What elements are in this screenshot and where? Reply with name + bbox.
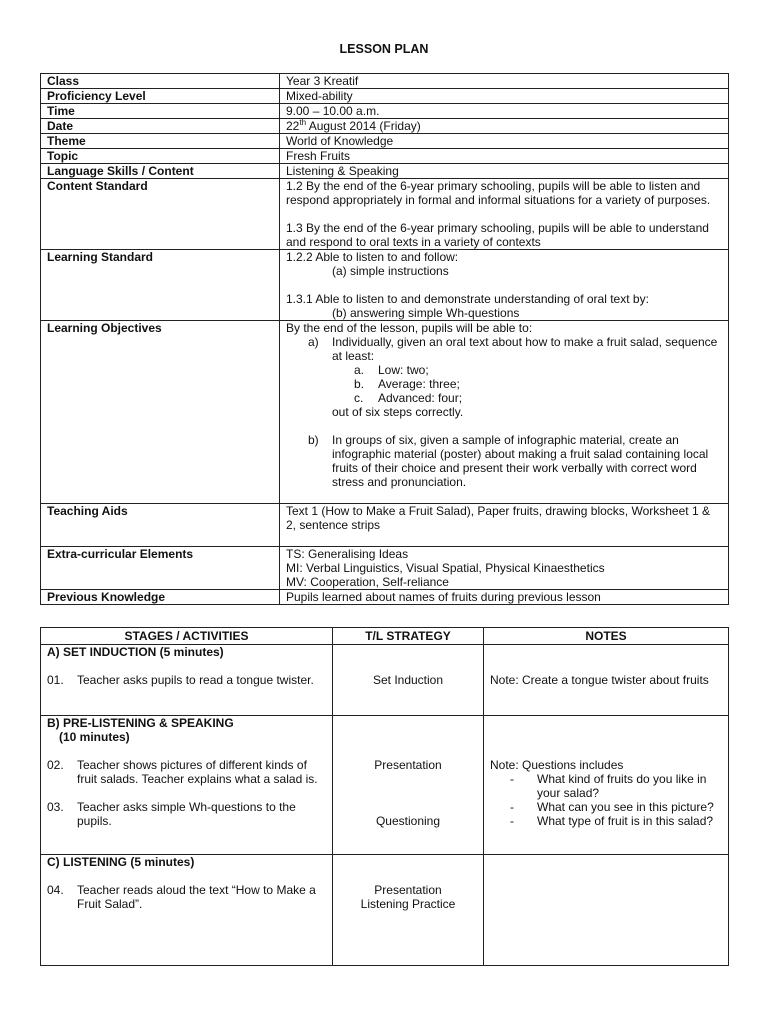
note-question-3-text: What type of fruit is in this salad? xyxy=(537,814,714,828)
stage-b-cell xyxy=(41,716,333,855)
extra-label: Extra-curricular Elements xyxy=(41,547,280,590)
stages-table xyxy=(40,627,729,966)
stage-a-title: A) SET INDUCTION (5 minutes) xyxy=(47,645,224,659)
activity-02 xyxy=(47,758,326,786)
proficiency-label: Proficiency Level xyxy=(41,89,280,104)
activity-01-num: 01. xyxy=(47,673,64,687)
activity-04 xyxy=(47,883,326,911)
table-row xyxy=(41,504,729,547)
date-label: Date xyxy=(41,119,280,134)
stage-c-notes xyxy=(484,855,729,966)
col-stages: STAGES / ACTIVITIES xyxy=(41,628,333,645)
objectives-label: Learning Objectives xyxy=(41,321,280,504)
extra-ts: TS: Generalising Ideas xyxy=(286,547,409,561)
skills-value: Listening & Speaking xyxy=(280,164,729,179)
objective-a xyxy=(308,335,722,363)
topic-value: Fresh Fruits xyxy=(280,149,729,164)
table-row xyxy=(41,89,729,104)
aids-label: Teaching Aids xyxy=(41,504,280,547)
class-value: Year 3 Kreatif xyxy=(280,74,729,89)
aids-value: Text 1 (How to Make a Fruit Salad), Paper fruits, drawing blocks, Worksheet 1 & 2, sentence strips xyxy=(280,504,729,547)
objective-a-text: Individually, given an oral text about how to make a fruit salad, sequence at least: xyxy=(332,335,718,363)
level-average-text: Average: three; xyxy=(378,377,460,391)
table-row xyxy=(41,179,729,250)
level-average xyxy=(354,377,722,391)
activity-04-text: Teacher reads aloud the text “How to Make a Fruit Salad”. xyxy=(77,883,316,911)
note-question-1 xyxy=(510,772,722,800)
skills-label: Language Skills / Content xyxy=(41,164,280,179)
table-row xyxy=(41,119,729,134)
strategy-set-induction: Set Induction xyxy=(372,673,444,687)
learning-standard-1: 1.2.2 Able to listen to and follow: xyxy=(286,250,459,264)
objective-a-key: a) xyxy=(308,335,319,349)
objectives-value xyxy=(280,321,729,504)
objective-b xyxy=(308,433,722,489)
activity-02-num: 02. xyxy=(47,758,64,772)
theme-label: Theme xyxy=(41,134,280,149)
activity-04-num: 04. xyxy=(47,883,64,897)
note-question-2 xyxy=(510,800,722,814)
table-row xyxy=(41,547,729,590)
time-value: 9.00 – 10.00 a.m. xyxy=(280,104,729,119)
col-notes: NOTES xyxy=(484,628,729,645)
stage-b-notes xyxy=(484,716,729,855)
date-day: 22 xyxy=(286,119,300,133)
stage-b-strategy xyxy=(333,716,484,855)
learning-standard-2b: (b) answering simple Wh-questions xyxy=(332,306,520,320)
learning-standard-2: 1.3.1 Able to listen to and demonstrate understanding of oral text by: xyxy=(286,292,649,306)
table-row xyxy=(41,104,729,119)
stage-c-strategy xyxy=(333,855,484,966)
table-row xyxy=(41,134,729,149)
theme-value: World of Knowledge xyxy=(280,134,729,149)
activity-03 xyxy=(47,800,326,828)
level-advanced-key: c. xyxy=(354,391,364,405)
page-title: LESSON PLAN xyxy=(339,42,429,56)
objectives-intro: By the end of the lesson, pupils will be able to: xyxy=(286,321,533,335)
content-standard-value xyxy=(280,179,729,250)
note-question-1-text: What kind of fruits do you like in your salad? xyxy=(537,772,707,800)
prev-label: Previous Knowledge xyxy=(41,590,280,605)
content-standard-label: Content Standard xyxy=(41,179,280,250)
note-tongue-twister: Note: Create a tongue twister about fruits xyxy=(490,673,709,687)
stage-c-cell xyxy=(41,855,333,966)
stage-a-strategy xyxy=(333,645,484,716)
learning-standard-1a: (a) simple instructions xyxy=(332,264,449,278)
stage-b-title: B) PRE-LISTENING & SPEAKING xyxy=(47,716,234,730)
date-suffix: th xyxy=(299,118,307,127)
activity-01 xyxy=(47,673,326,687)
note-question-3 xyxy=(510,814,722,828)
date-rest: August 2014 (Friday) xyxy=(306,119,421,133)
topic-label: Topic xyxy=(41,149,280,164)
prev-value: Pupils learned about names of fruits during previous lesson xyxy=(280,590,729,605)
table-row xyxy=(41,149,729,164)
strategy-presentation: Presentation xyxy=(374,758,442,772)
learning-standard-value xyxy=(280,250,729,321)
table-row xyxy=(41,74,729,89)
level-low xyxy=(354,363,722,377)
learning-standard-label: Learning Standard xyxy=(41,250,280,321)
note-dash: - xyxy=(510,772,514,786)
table-header-row xyxy=(41,628,729,645)
col-strategy: T/L STRATEGY xyxy=(333,628,484,645)
activity-01-text: Teacher asks pupils to read a tongue twister. xyxy=(77,673,314,687)
activity-03-text: Teacher asks simple Wh-questions to the pupils. xyxy=(77,800,296,828)
table-row xyxy=(41,321,729,504)
stage-b-duration: (10 minutes) xyxy=(59,730,130,744)
objective-a-after: out of six steps correctly. xyxy=(332,405,464,419)
activity-03-num: 03. xyxy=(47,800,64,814)
note-questions-intro: Note: Questions includes xyxy=(490,758,624,772)
table-row xyxy=(41,645,729,716)
level-low-key: a. xyxy=(354,363,365,377)
level-advanced xyxy=(354,391,722,405)
stage-a-notes xyxy=(484,645,729,716)
class-label: Class xyxy=(41,74,280,89)
level-average-key: b. xyxy=(354,377,365,391)
content-standard-2: 1.3 By the end of the 6-year primary schooling, pupils will be able to understand and respond to oral texts in a variety of contexts xyxy=(286,221,709,249)
proficiency-value: Mixed-ability xyxy=(280,89,729,104)
note-dash: - xyxy=(510,800,514,814)
stage-a-cell xyxy=(41,645,333,716)
extra-mv: MV: Cooperation, Self-reliance xyxy=(286,575,449,589)
lesson-info-table xyxy=(40,73,729,605)
objective-b-key: b) xyxy=(308,433,319,447)
level-advanced-text: Advanced: four; xyxy=(378,391,463,405)
table-row xyxy=(41,590,729,605)
extra-value xyxy=(280,547,729,590)
table-row xyxy=(41,164,729,179)
strategy-presentation-2: Presentation xyxy=(374,883,442,897)
content-standard-1: 1.2 By the end of the 6-year primary schooling, pupils will be able to listen and respond appropriately in formal and informal situations for a variety of purposes. xyxy=(286,179,711,207)
extra-mi: MI: Verbal Linguistics, Visual Spatial, Physical Kinaesthetics xyxy=(286,561,605,575)
objective-b-text: In groups of six, given a sample of infographic material, create an infographic material (poster) about making a fruit salad containing local fruits of their choice and present their work verbally with correct word stress and pronunciation. xyxy=(332,433,709,489)
date-value xyxy=(280,119,729,134)
time-label: Time xyxy=(41,104,280,119)
stage-c-title: C) LISTENING (5 minutes) xyxy=(47,855,195,869)
table-row xyxy=(41,716,729,855)
note-dash: - xyxy=(510,814,514,828)
note-question-2-text: What can you see in this picture? xyxy=(537,800,714,814)
table-row xyxy=(41,250,729,321)
table-row xyxy=(41,855,729,966)
strategy-questioning: Questioning xyxy=(375,814,441,828)
strategy-listening-practice: Listening Practice xyxy=(360,897,456,911)
activity-02-text: Teacher shows pictures of different kinds of fruit salads. Teacher explains what a salad is. xyxy=(77,758,318,786)
level-low-text: Low: two; xyxy=(378,363,429,377)
